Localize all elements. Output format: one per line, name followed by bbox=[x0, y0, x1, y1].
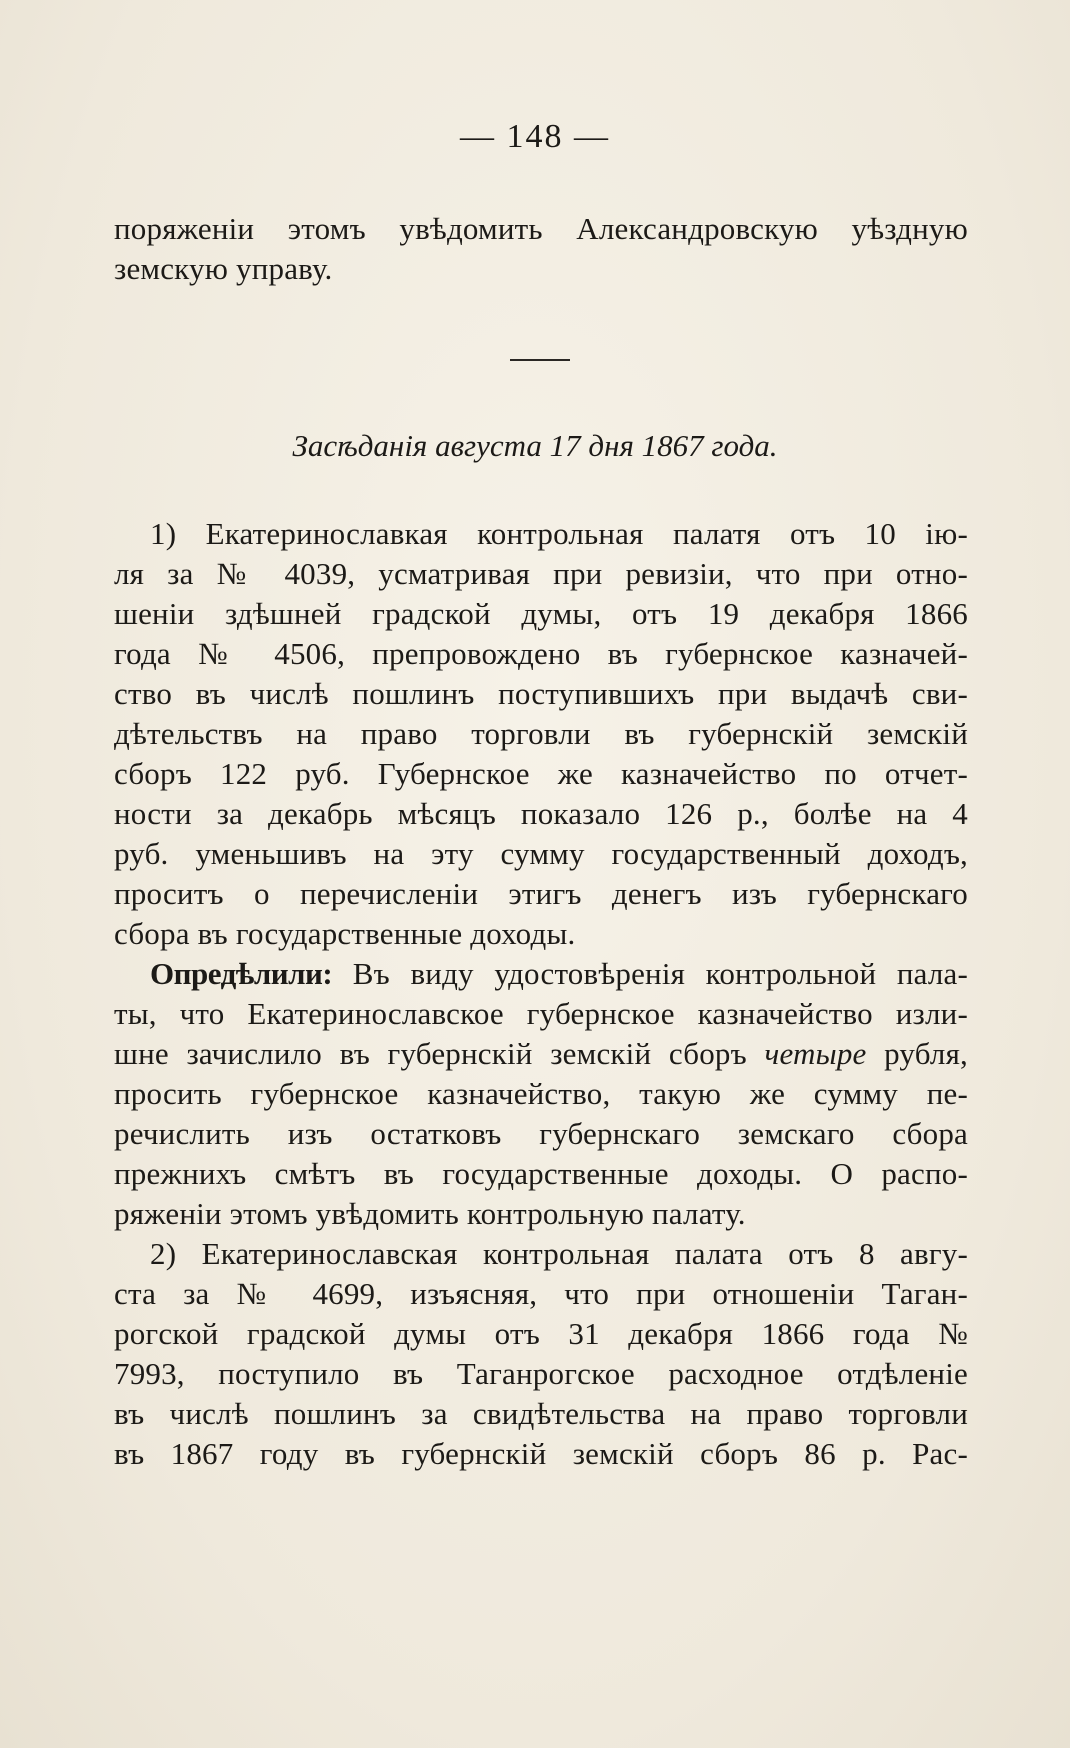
paragraph-1-line: года № 4506, препровождено въ губернское казначей- bbox=[114, 636, 968, 671]
paragraph-1-line: проситъ о перечисленіи этигъ денегъ изъ губернскаго bbox=[114, 876, 968, 911]
paragraph-2-line: ста за № 4699, изъясняя, что при отношеніи Таган- bbox=[114, 1276, 968, 1311]
paragraph-1-line: сборъ 122 руб. Губернское же казначейство по отчет- bbox=[114, 756, 968, 791]
paragraph-1-line: ности за декабрь мѣсяцъ показало 126 р., болѣе на 4 bbox=[114, 796, 968, 831]
resolution-line: ряженіи этомъ увѣдомить контрольную палату. bbox=[114, 1196, 746, 1231]
text-line: поряженіи этомъ увѣдомить Александровскую уѣздную bbox=[114, 211, 968, 246]
paragraph-1-line: сбора въ государственные доходы. bbox=[114, 916, 576, 951]
resolution-line: ты, что Екатеринославское губернское казначейство изли- bbox=[114, 996, 968, 1031]
paragraph-1-line: ля за № 4039, усматривая при ревизіи, что при отно- bbox=[114, 556, 968, 591]
section-divider bbox=[510, 359, 570, 361]
resolution-line: просить губернское казначейство, такую же сумму пе- bbox=[114, 1076, 968, 1111]
resolution-text: рубля, bbox=[884, 1036, 968, 1071]
resolution-emphasis: четыре bbox=[764, 1036, 867, 1071]
resolution-line: речислить изъ остатковъ губернскаго земскаго сбора bbox=[114, 1116, 968, 1151]
paragraph-2-line: рогской градской думы отъ 31 декабря 1866 года № bbox=[114, 1316, 968, 1351]
page-number: — 148 — bbox=[460, 118, 610, 155]
resolution-text: Въ виду удостовѣренія контрольной пала- bbox=[352, 956, 968, 991]
resolution-label: Опредѣлили: bbox=[150, 956, 333, 991]
paragraph-1-line: руб. уменьшивъ на эту сумму государственный доходъ, bbox=[114, 836, 968, 871]
paragraph-2-line: 7993, поступило въ Таганрогское расходное отдѣленіе bbox=[114, 1356, 968, 1391]
paragraph-1-line: дѣтельствъ на право торговли въ губернскій земскій bbox=[114, 716, 968, 751]
text-line: земскую управу. bbox=[114, 251, 333, 286]
paragraph-1-line: ство въ числѣ пошлинъ поступившихъ при выдачѣ сви- bbox=[114, 676, 968, 711]
paragraph-1-line: 1) Екатеринославкая контрольная палатя отъ 10 ію- bbox=[150, 516, 968, 551]
paragraph-2-line: въ 1867 году въ губернскій земскій сборъ 86 р. Рас- bbox=[114, 1436, 968, 1471]
paragraph-2-line: 2) Екатеринославская контрольная палата отъ 8 авгу- bbox=[150, 1236, 968, 1271]
resolution-text: шне зачислило въ губернскій земскій сборъ bbox=[114, 1036, 747, 1071]
resolution-line: прежнихъ смѣтъ въ государственные доходы. О распо- bbox=[114, 1156, 968, 1191]
resolution-first-line bbox=[150, 954, 968, 994]
section-heading: Засѣданія августа 17 дня 1867 года. bbox=[292, 428, 778, 463]
paragraph-1-line: шеніи здѣшней градской думы, отъ 19 декабря 1866 bbox=[114, 596, 968, 631]
resolution-line bbox=[114, 1034, 968, 1074]
paragraph-2-line: въ числѣ пошлинъ за свидѣтельства на право торговли bbox=[114, 1396, 968, 1431]
